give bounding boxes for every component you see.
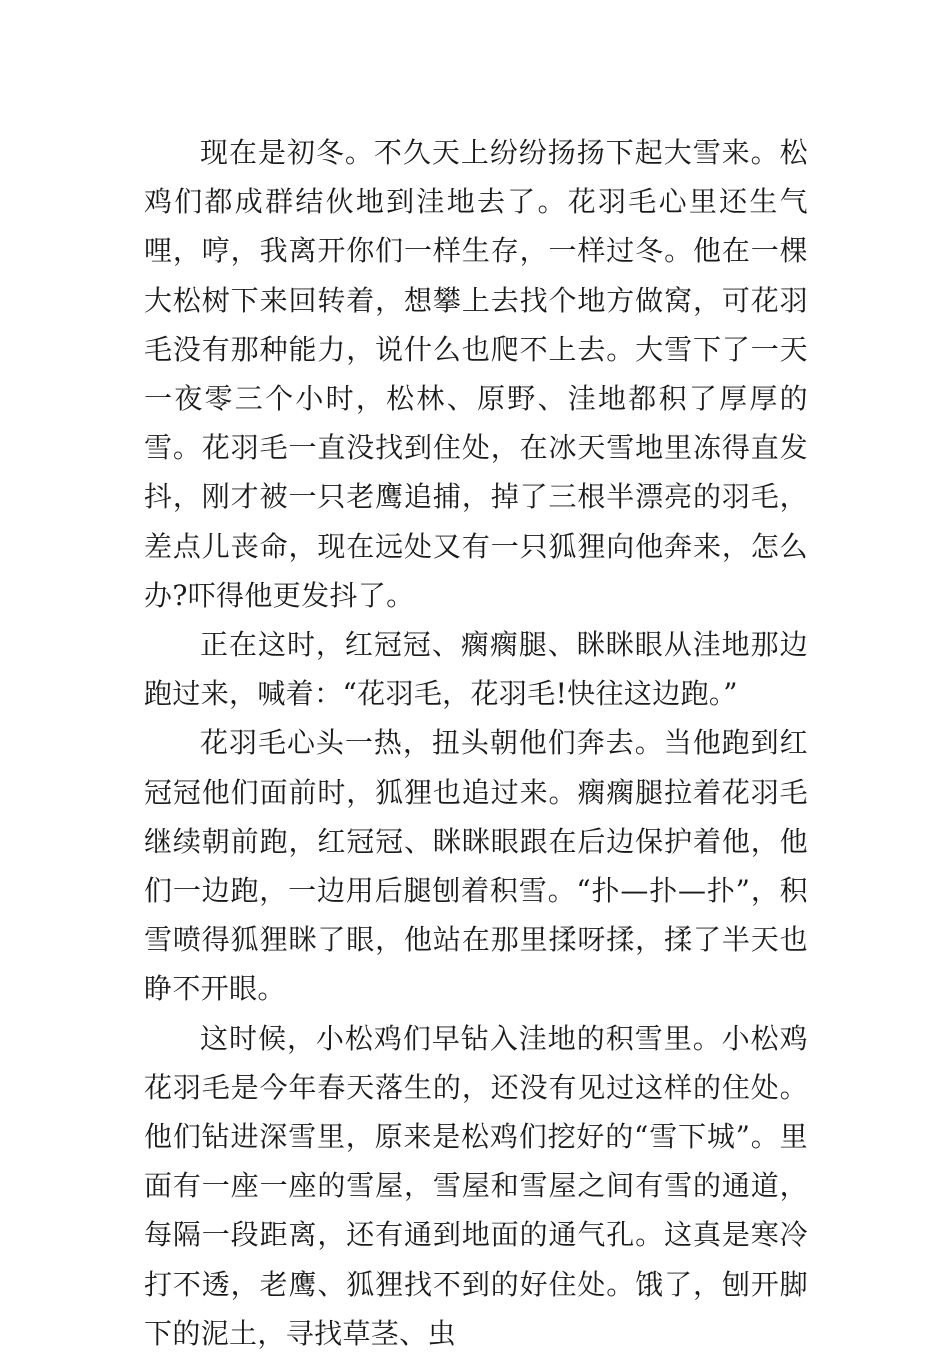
paragraph: 现在是初冬。不久天上纷纷扬扬下起大雪来。松鸡们都成群结伙地到洼地去了。花羽毛心里还生气哩，哼，我离开你们一样生存，一样过冬。他在一棵大松树下来回转着，想攀上去找个地方做窝，可花羽毛没有那种能力，说什么也爬不上去。大雪下了一天一夜零三个小时，松林、原野、洼地都积了厚厚的雪。花羽毛一直没找到住处，在冰天雪地里冻得直发抖，刚才被一只老鹰追捕，掉了三根半漂亮的羽毛，差点儿丧命，现在远处又有一只狐狸向他奔来，怎么办?吓得他更发抖了。 [144, 136, 808, 612]
paragraph: 这时候，小松鸡们早钻入洼地的积雪里。小松鸡花羽毛是今年春天落生的，还没有见过这样的住处。他们钻进深雪里，原来是松鸡们挖好的“雪下城”。里面有一座一座的雪屋，雪屋和雪屋之间有雪的通道，每隔一段距离，还有通到地面的通气孔。这真是寒冷打不透，老鹰、狐狸找不到的好住处。饿了，刨开脚下的泥土，寻找草茎、虫 [144, 1021, 808, 1350]
paragraph: 花羽毛心头一热，扭头朝他们奔去。当他跑到红冠冠他们面前时，狐狸也追过来。瘸瘸腿拉着花羽毛继续朝前跑，红冠冠、眯眯眼跟在后边保护着他，他们一边跑，一边用后腿刨着积雪。“扑—扑—扑”，积雪喷得狐狸眯了眼，他站在那里揉呀揉，揉了半天也睁不开眼。 [144, 726, 808, 1006]
paragraph: 正在这时，红冠冠、瘸瘸腿、眯眯眼从洼地那边跑过来，喊着：“花羽毛，花羽毛!快往这边跑。” [144, 628, 808, 711]
story-text [144, 128, 808, 1358]
